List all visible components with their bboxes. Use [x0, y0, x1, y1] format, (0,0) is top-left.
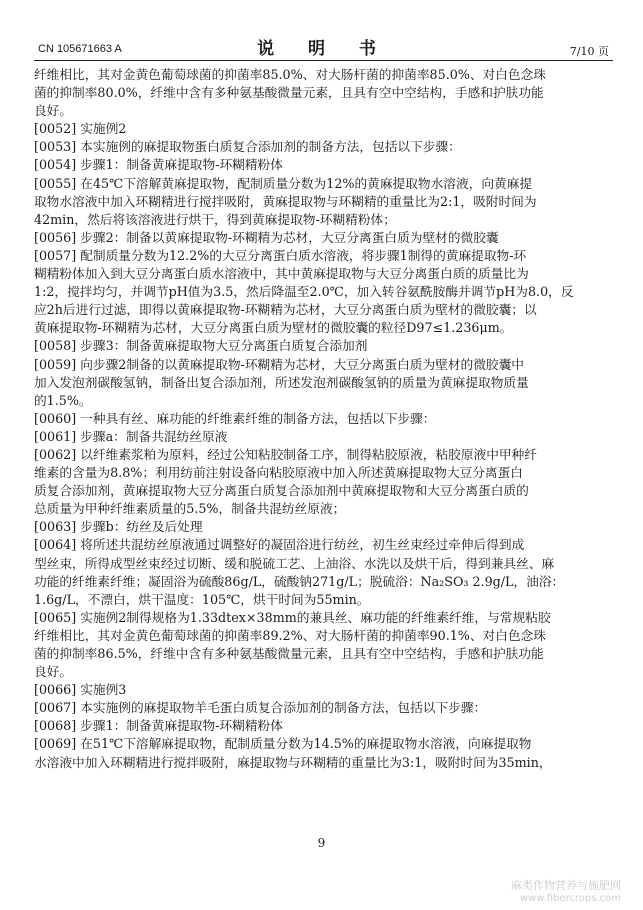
text-line: 维素的含量为8.8%；利用纺前注射设备向粘胶原液中加入所述黄麻提取物大豆分离蛋白 — [34, 465, 523, 481]
text-line: [0061] 步骤a：制备共混纺丝原液 — [34, 428, 228, 444]
text-line: [0066] 实施例3 — [34, 682, 127, 698]
text-line: 的1.5%。 — [34, 392, 92, 408]
text-line: 质复合添加剂，黄麻提取物大豆分离蛋白质复合添加剂中黄麻提取物和大豆分离蛋白质的 — [34, 483, 529, 499]
patent-number: CN 105671663 A — [38, 43, 122, 55]
text-line: 纤维相比，其对金黄色葡萄球菌的抑菌率85.0%、对大肠杆菌的抑菌率85.0%、对白色念珠 — [34, 67, 546, 82]
text-line: 纤维相比，其对金黄色葡萄球菌的抑菌率89.2%、对大肠杆菌的抑菌率90.1%、对白色念珠 — [34, 627, 546, 643]
text-line: [0064] 将所述共混纺丝原液通过调整好的凝固浴进行纺丝，初生丝束经过牵伸后得到成 — [34, 537, 525, 553]
text-line: 菌的抑制率86.5%，纤维中含有多种氨基酸微量元素，且具有空中空结构，手感和护肤功能 — [34, 646, 544, 661]
text-line: [0056] 步骤2：制备以黄麻提取物-环糊精为芯材，大豆分离蛋白质为壁材的微胶囊 — [34, 229, 499, 245]
text-line: [0065] 实施例2制得规格为1.33dtex×38mm的兼具丝、麻功能的纤维素纤维，与常规粘胶 — [34, 609, 551, 625]
text-line: [0057] 配制质量分数为12.2%的大豆分离蛋白质水溶液，将步骤1制得的黄麻提取物-环 — [34, 247, 527, 263]
text-line: [0053] 本实施例的麻提取物蛋白质复合添加剂的制备方法，包括以下步骤： — [34, 139, 461, 155]
text-line: 菌的抑制率80.0%，纤维中含有多种氨基酸微量元素，且具有空中空结构，手感和护肤功能 — [34, 85, 544, 101]
text-line: [0063] 步骤b：纺丝及后处理 — [34, 519, 203, 535]
text-line: 型丝束，所得成型丝束经过切断、缓和脱硫工艺、上油浴、水洗以及烘干后，得到兼具丝、麻 — [34, 555, 555, 571]
text-line: 总质量为甲种纤维素质量的5.5%，制备共混纺丝原液； — [34, 501, 346, 517]
text-line: [0060] 一种具有丝、麻功能的纤维素纤维的制备方法，包括以下步骤： — [34, 410, 436, 426]
page-number: 9 — [317, 836, 326, 850]
text-line: [0068] 步骤1：制备黄麻提取物-环糊精粉体 — [34, 718, 283, 734]
text-line: 功能的纤维素纤维；凝固浴为硫酸86g/L，硫酸钠271g/L；脱硫浴：Na₂SO₃ 2.9g/L，油浴： — [34, 573, 565, 589]
text-line: 良好。 — [34, 664, 73, 680]
text-line: 良好。 — [34, 103, 73, 119]
text-line: 1:2，搅拌均匀，并调节pH值为3.5，然后降温至2.0℃，加入转谷氨酰胺酶并调节pH为8.0，反 — [34, 284, 574, 300]
text-line: [0055] 在45℃下溶解黄麻提取物，配制质量分数为12%的黄麻提取物水溶液，向黄麻提 — [34, 175, 533, 191]
text-line: [0062] 以纤维素浆粕为原料，经过公知粘胶制备工序，制得粘胶原液，粘胶原液中甲种纤 — [34, 446, 537, 462]
body-text — [34, 66, 611, 772]
text-line: 应2h后进行过滤，即得以黄麻提取物-环糊精为芯材，大豆分离蛋白质为壁材的微胶囊；以 — [34, 302, 537, 318]
text-line: 加入发泡剂碳酸氢钠，制备出复合添加剂，所述发泡剂碳酸氢钠的质量为黄麻提取物质量 — [34, 374, 529, 390]
text-line: 取物水溶液中加入环糊精进行搅拌吸附，黄麻提取物与环糊精的重量比为2:1，吸附时间为 — [34, 193, 537, 209]
watermark-url: www.fibercrops.com — [519, 893, 621, 904]
text-line: [0067] 本实施例的麻提取物羊毛蛋白质复合添加剂的制备方法，包括以下步骤： — [34, 700, 487, 716]
page-indicator: 7/10 页 — [569, 45, 609, 58]
text-line: [0069] 在51℃下溶解麻提取物，配制质量分数为14.5%的麻提取物水溶液，向麻提取物 — [34, 736, 532, 752]
text-line: 1.6g/L，不漂白，烘干温度：105℃，烘干时间为55min。 — [34, 591, 370, 607]
text-line: 42min，然后将该溶液进行烘干，得到黄麻提取物-环糊精粉体； — [34, 211, 396, 227]
text-line: 糊精粉体加入到大豆分离蛋白质水溶液中，其中黄麻提取物与大豆分离蛋白质的质量比为 — [34, 266, 529, 282]
document-title: 说 明 书 — [257, 39, 390, 59]
text-line: [0054] 步骤1：制备黄麻提取物-环糊精粉体 — [34, 157, 283, 173]
page-header — [34, 30, 613, 61]
text-line: 水溶液中加入环糊精进行搅拌吸附，麻提取物与环糊精的重量比为3:1，吸附时间为35min， — [34, 754, 552, 770]
text-line: 黄麻提取物-环糊精为芯材，大豆分离蛋白质为壁材的微胶囊的粒径D97≤1.236μm。 — [34, 320, 513, 336]
text-line: [0058] 步骤3：制备黄麻提取物大豆分离蛋白质复合添加剂 — [34, 338, 368, 354]
text-line: [0052] 实施例2 — [34, 121, 127, 137]
watermark-site-name: 麻类作物营养与施肥网 — [511, 879, 621, 892]
text-line: [0059] 向步骤2制备的以黄麻提取物-环糊精为芯材，大豆分离蛋白质为壁材的微胶囊中 — [34, 356, 524, 372]
